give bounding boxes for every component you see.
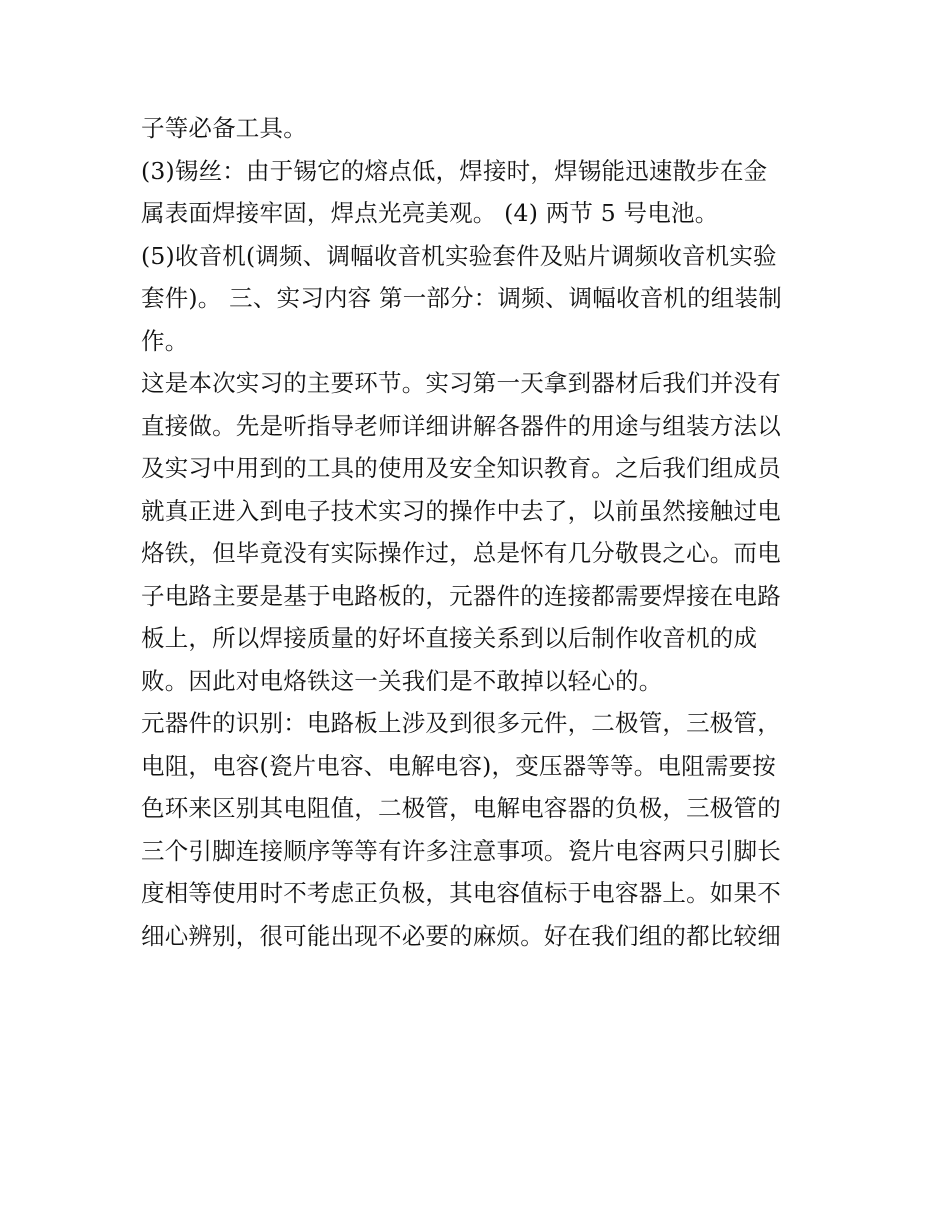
- text-line: 子等必备工具。: [141, 114, 307, 142]
- text-line: 这是本次实习的主要环节。实习第一天拿到器材后我们并没有: [141, 369, 781, 397]
- text-line: 度相等使用时不考虑正负极，其电容值标于电容器上。如果不: [141, 879, 781, 907]
- text-line: 直接做。先是听指导老师详细讲解各器件的用途与组装方法以: [141, 411, 781, 440]
- text-line: 败。因此对电烙铁这一关我们是不敢掉以轻心的。: [141, 666, 663, 695]
- text-line: (5)收音机(调频、调幅收音机实验套件及贴片调频收音机实验: [141, 241, 777, 270]
- text-line: 及实习中用到的工具的使用及安全知识教育。之后我们组成员: [141, 454, 781, 482]
- text-line: (3)锡丝：由于锡它的熔点低，焊接时，焊锡能迅速散步在金: [141, 156, 768, 185]
- text-line: 电阻，电容(瓷片电容、电解电容)，变压器等等。电阻需要按: [141, 751, 776, 780]
- text-line: 三个引脚连接顺序等等有许多注意事项。瓷片电容两只引脚长: [141, 836, 781, 865]
- text-line: 套件)。 三、实习内容 第一部分：调频、调幅收音机的组装制: [141, 284, 782, 312]
- text-line: 细心辨别，很可能出现不必要的麻烦。好在我们组的都比较细: [141, 921, 781, 950]
- text-line: 子电路主要是基于电路板的，元器件的连接都需要焊接在电路: [141, 581, 781, 610]
- text-line: 板上，所以焊接质量的好坏直接关系到以后制作收音机的成: [141, 624, 758, 652]
- text-line: 作。: [141, 326, 189, 355]
- body-text: [141, 107, 816, 957]
- text-line: 就真正进入到电子技术实习的操作中去了，以前虽然接触过电: [141, 496, 781, 525]
- text-line: 元器件的识别：电路板上涉及到很多元件，二极管，三极管，: [141, 709, 781, 737]
- text-line: 色环来区别其电阻值，二极管，电解电容器的负极，三极管的: [141, 794, 781, 822]
- text-line: 属表面焊接牢固，焊点光亮美观。 (4) 两节 5 号电池。: [141, 199, 719, 227]
- text-line: 烙铁，但毕竟没有实际操作过，总是怀有几分敬畏之心。而电: [141, 539, 781, 567]
